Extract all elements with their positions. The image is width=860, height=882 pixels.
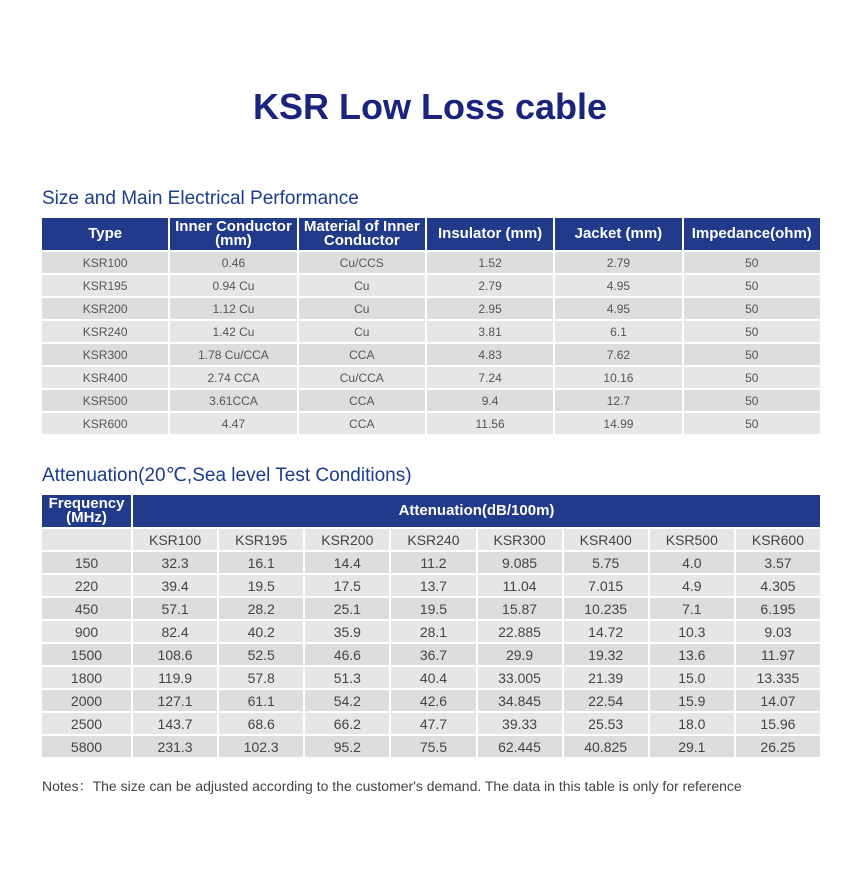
attenuation-cell: 102.3	[219, 736, 303, 757]
table-cell: 4.95	[555, 298, 681, 319]
notes-text: Notes：The size can be adjusted according to the customer's demand. The data in this table is only for reference	[42, 778, 742, 794]
column-header-attenuation: Attenuation(dB/100m)	[133, 495, 820, 527]
attenuation-cell: 13.7	[391, 575, 475, 596]
table-cell: Cu	[299, 298, 425, 319]
attenuation-cell: 29.9	[478, 644, 562, 665]
model-header-cell: KSR600	[736, 529, 820, 550]
table-row	[42, 298, 820, 319]
attenuation-cell: 32.3	[133, 552, 217, 573]
attenuation-cell: 19.5	[219, 575, 303, 596]
frequency-cell: 450	[42, 598, 131, 619]
table-row	[42, 413, 820, 434]
table-cell: KSR100	[42, 252, 168, 273]
attenuation-cell: 40.2	[219, 621, 303, 642]
attenuation-cell: 68.6	[219, 713, 303, 734]
table-cell: KSR500	[42, 390, 168, 411]
table-row	[42, 621, 820, 642]
size-performance-title: Size and Main Electrical Performance	[42, 188, 359, 209]
attenuation-cell: 108.6	[133, 644, 217, 665]
table-cell: 6.1	[555, 321, 681, 342]
attenuation-cell: 14.07	[736, 690, 820, 711]
page-title: KSR Low Loss cable	[252, 86, 608, 127]
attenuation-cell: 82.4	[133, 621, 217, 642]
attenuation-cell: 25.53	[564, 713, 648, 734]
attenuation-cell: 15.0	[650, 667, 734, 688]
column-header-impedance: Impedance(ohm)	[684, 218, 820, 250]
table-row	[42, 552, 820, 573]
table-cell: KSR300	[42, 344, 168, 365]
table-row	[42, 252, 820, 273]
table-cell: 50	[684, 344, 820, 365]
attenuation-cell: 26.25	[736, 736, 820, 757]
table-cell: 0.46	[170, 252, 296, 273]
table-cell: 12.7	[555, 390, 681, 411]
attenuation-cell: 28.1	[391, 621, 475, 642]
frequency-cell: 1500	[42, 644, 131, 665]
table-header-row	[42, 495, 820, 527]
attenuation-cell: 40.4	[391, 667, 475, 688]
table-row	[42, 667, 820, 688]
model-header-cell: KSR400	[564, 529, 648, 550]
table-cell: 2.74 CCA	[170, 367, 296, 388]
attenuation-cell: 39.33	[478, 713, 562, 734]
model-header-cell: KSR240	[391, 529, 475, 550]
table-cell: 1.12 Cu	[170, 298, 296, 319]
table-cell: KSR200	[42, 298, 168, 319]
table-cell: 7.24	[427, 367, 553, 388]
attenuation-cell: 4.305	[736, 575, 820, 596]
attenuation-body	[42, 529, 820, 757]
attenuation-cell: 15.87	[478, 598, 562, 619]
attenuation-cell: 51.3	[305, 667, 389, 688]
frequency-cell: 150	[42, 552, 131, 573]
table-cell: KSR600	[42, 413, 168, 434]
table-cell: 3.61CCA	[170, 390, 296, 411]
attenuation-cell: 5.75	[564, 552, 648, 573]
model-header-cell: KSR200	[305, 529, 389, 550]
table-row	[42, 390, 820, 411]
table-cell: 14.99	[555, 413, 681, 434]
table-row	[42, 598, 820, 619]
attenuation-cell: 57.8	[219, 667, 303, 688]
frequency-cell: 2000	[42, 690, 131, 711]
table-cell: KSR400	[42, 367, 168, 388]
attenuation-cell: 10.235	[564, 598, 648, 619]
attenuation-title: Attenuation(20℃,Sea level Test Conditions)	[42, 465, 412, 486]
model-header-cell: KSR500	[650, 529, 734, 550]
table-cell: 50	[684, 275, 820, 296]
table-cell: 9.4	[427, 390, 553, 411]
table-cell: CCA	[299, 390, 425, 411]
attenuation-cell: 11.2	[391, 552, 475, 573]
table-cell: Cu	[299, 275, 425, 296]
frequency-cell: 220	[42, 575, 131, 596]
attenuation-cell: 46.6	[305, 644, 389, 665]
column-header-jacket: Jacket (mm)	[555, 218, 681, 250]
table-cell: 2.79	[427, 275, 553, 296]
table-cell: KSR240	[42, 321, 168, 342]
attenuation-cell: 127.1	[133, 690, 217, 711]
table-cell: 2.79	[555, 252, 681, 273]
attenuation-cell: 35.9	[305, 621, 389, 642]
attenuation-cell: 33.005	[478, 667, 562, 688]
attenuation-cell: 95.2	[305, 736, 389, 757]
attenuation-cell: 15.9	[650, 690, 734, 711]
table-cell: CCA	[299, 413, 425, 434]
model-header-cell: KSR300	[478, 529, 562, 550]
attenuation-cell: 11.04	[478, 575, 562, 596]
frequency-cell: 2500	[42, 713, 131, 734]
attenuation-cell: 4.9	[650, 575, 734, 596]
attenuation-cell: 7.015	[564, 575, 648, 596]
table-cell: 10.16	[555, 367, 681, 388]
table-cell: 50	[684, 298, 820, 319]
attenuation-cell: 36.7	[391, 644, 475, 665]
attenuation-cell: 34.845	[478, 690, 562, 711]
table-cell: 50	[684, 252, 820, 273]
table-cell: 4.95	[555, 275, 681, 296]
attenuation-cell: 66.2	[305, 713, 389, 734]
attenuation-cell: 52.5	[219, 644, 303, 665]
table-cell: 7.62	[555, 344, 681, 365]
model-header-cell: KSR100	[133, 529, 217, 550]
model-header-row	[42, 529, 820, 550]
attenuation-cell: 54.2	[305, 690, 389, 711]
attenuation-cell: 231.3	[133, 736, 217, 757]
table-cell: 2.95	[427, 298, 553, 319]
table-cell: 11.56	[427, 413, 553, 434]
table-cell: Cu	[299, 321, 425, 342]
attenuation-cell: 3.57	[736, 552, 820, 573]
column-header-material: Material of Inner Conductor	[299, 218, 425, 250]
frequency-cell: 1800	[42, 667, 131, 688]
column-header-frequency: Frequency (MHz)	[42, 495, 131, 527]
attenuation-cell: 14.72	[564, 621, 648, 642]
attenuation-cell: 19.5	[391, 598, 475, 619]
size-performance-body	[42, 252, 820, 434]
attenuation-cell: 143.7	[133, 713, 217, 734]
table-row	[42, 644, 820, 665]
attenuation-cell: 18.0	[650, 713, 734, 734]
attenuation-cell: 62.445	[478, 736, 562, 757]
attenuation-cell: 10.3	[650, 621, 734, 642]
table-row	[42, 275, 820, 296]
table-cell: 50	[684, 321, 820, 342]
attenuation-cell: 119.9	[133, 667, 217, 688]
attenuation-cell: 22.54	[564, 690, 648, 711]
table-cell: Cu/CCS	[299, 252, 425, 273]
table-cell: 0.94 Cu	[170, 275, 296, 296]
attenuation-cell: 19.32	[564, 644, 648, 665]
attenuation-cell: 11.97	[736, 644, 820, 665]
attenuation-cell: 9.085	[478, 552, 562, 573]
column-header-insulator: Insulator (mm)	[427, 218, 553, 250]
table-cell: CCA	[299, 344, 425, 365]
attenuation-cell: 29.1	[650, 736, 734, 757]
attenuation-cell: 21.39	[564, 667, 648, 688]
column-header-type: Type	[42, 218, 168, 250]
frequency-cell: 900	[42, 621, 131, 642]
table-cell: 4.83	[427, 344, 553, 365]
table-cell: 4.47	[170, 413, 296, 434]
size-performance-table	[40, 216, 822, 436]
table-row	[42, 367, 820, 388]
table-row	[42, 344, 820, 365]
attenuation-cell: 7.1	[650, 598, 734, 619]
attenuation-cell: 75.5	[391, 736, 475, 757]
attenuation-cell: 17.5	[305, 575, 389, 596]
table-cell: 50	[684, 390, 820, 411]
column-header-inner-conductor: Inner Conductor (mm)	[170, 218, 296, 250]
attenuation-cell: 13.335	[736, 667, 820, 688]
attenuation-cell: 47.7	[391, 713, 475, 734]
table-row	[42, 736, 820, 757]
attenuation-cell: 6.195	[736, 598, 820, 619]
blank-cell	[42, 529, 131, 550]
attenuation-cell: 57.1	[133, 598, 217, 619]
model-header-cell: KSR195	[219, 529, 303, 550]
attenuation-cell: 28.2	[219, 598, 303, 619]
table-cell: 1.42 Cu	[170, 321, 296, 342]
attenuation-cell: 61.1	[219, 690, 303, 711]
table-header-row	[42, 218, 820, 250]
frequency-cell: 5800	[42, 736, 131, 757]
table-cell: 50	[684, 413, 820, 434]
attenuation-cell: 9.03	[736, 621, 820, 642]
attenuation-cell: 16.1	[219, 552, 303, 573]
table-cell: 3.81	[427, 321, 553, 342]
table-cell: 50	[684, 367, 820, 388]
table-row	[42, 321, 820, 342]
table-row	[42, 575, 820, 596]
attenuation-cell: 4.0	[650, 552, 734, 573]
attenuation-table	[40, 493, 822, 759]
attenuation-cell: 42.6	[391, 690, 475, 711]
attenuation-cell: 25.1	[305, 598, 389, 619]
attenuation-cell: 40.825	[564, 736, 648, 757]
table-cell: 1.52	[427, 252, 553, 273]
table-cell: Cu/CCA	[299, 367, 425, 388]
attenuation-cell: 13.6	[650, 644, 734, 665]
attenuation-cell: 14.4	[305, 552, 389, 573]
table-row	[42, 690, 820, 711]
attenuation-cell: 15.96	[736, 713, 820, 734]
table-cell: 1.78 Cu/CCA	[170, 344, 296, 365]
attenuation-cell: 22.885	[478, 621, 562, 642]
table-cell: KSR195	[42, 275, 168, 296]
table-row	[42, 713, 820, 734]
attenuation-cell: 39.4	[133, 575, 217, 596]
